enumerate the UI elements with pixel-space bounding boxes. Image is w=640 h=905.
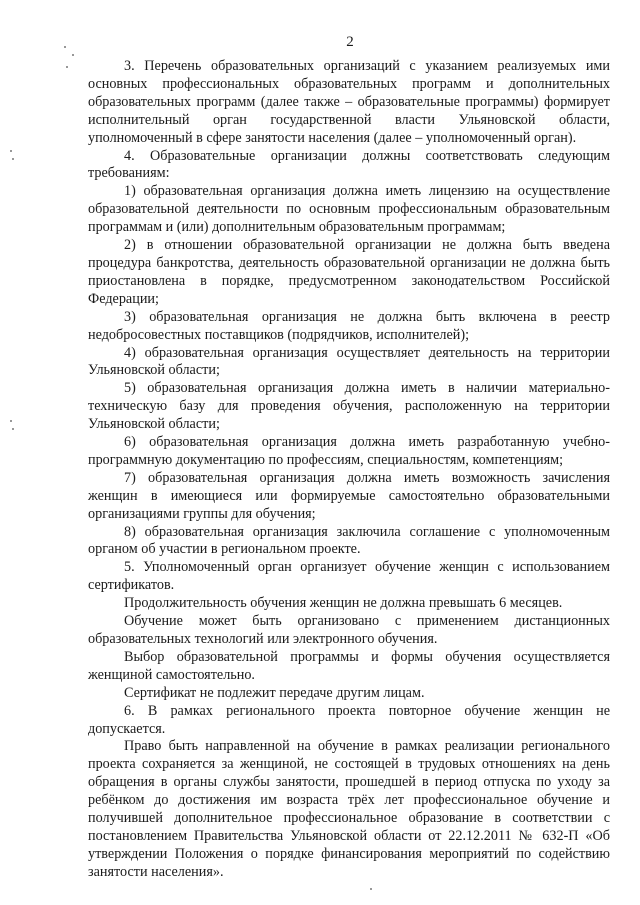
requirement-item-4: 4) образовательная организация осуществляет деятельность на территории Ульяновской области; <box>88 344 610 379</box>
paragraph-certificate-transfer: Сертификат не подлежит передаче другим лицам. <box>124 684 425 701</box>
scan-speck <box>66 66 68 68</box>
scan-speck <box>64 46 66 48</box>
paragraph-3: 3. Перечень образовательных организаций с указанием реализуемых ими основных профессиональных образовательных программ и дополнительных образовательных программ (далее также – образовательные программы) формирует исполнительный орган государственной власти Ульяновской области, уполномоченный в сфере занятости населения (далее – уполномоченный орган). <box>88 58 610 146</box>
paragraph-6: 6. В рамках регионального проекта повторное обучение женщин не допускается. <box>88 702 610 737</box>
paragraph-right-to-training: Право быть направленной на обучение в рамках реализации регионального проекта сохраняется за женщиной, не состоящей в трудовых отношениях на день обращения в органы службы занятости, прошедшей в период отпуска по уходу за ребёнком до достижения им возраста трёх лет профессиональное обучение и получившей дополнительное профессиональное образование в соответствии с постановлением Правительства Ульяновской области от 22.12.2011 № 632-П «Об утверждении Положения о порядке финансирования мероприятий по содействию занятости населения». <box>88 738 610 880</box>
scan-speck <box>12 158 14 160</box>
paragraph-duration: Продолжительность обучения женщин не должна превышать 6 месяцев. <box>124 595 563 612</box>
scan-speck <box>10 420 12 422</box>
scan-speck <box>12 428 14 430</box>
paragraph-4: 4. Образовательные организации должны соответствовать следующим требованиям: <box>88 147 610 182</box>
requirement-item-1: 1) образовательная организация должна иметь лицензию на осуществление образовательной деятельности по основным профессиональным образовательным программам и (или) дополнительным образовательным программам; <box>88 183 610 236</box>
scan-speck <box>72 54 74 56</box>
requirement-item-6: 6) образовательная организация должна иметь разработанную учебно-программную документацию по профессиям, специальностям, компетенциям; <box>88 434 610 468</box>
requirement-item-5: 5) образовательная организация должна иметь в наличии материально-техническую базу для проведения обучения, расположенную на территории Ульяновской области; <box>88 380 610 433</box>
requirement-item-7: 7) образовательная организация должна иметь возможность зачисления женщин в имеющиеся или формируемые самостоятельно образовательными организациями группы для обучения; <box>88 469 610 522</box>
page-number: 2 <box>346 34 354 50</box>
scan-speck <box>370 888 372 890</box>
paragraph-distance-learning: Обучение может быть организовано с применением дистанционных образовательных технологий или электронного обучения. <box>88 613 610 647</box>
requirement-item-3: 3) образовательная организация не должна быть включена в реестр недобросовестных поставщиков (подрядчиков, исполнителей); <box>88 308 610 343</box>
requirement-item-2: 2) в отношении образовательной организации не должна быть введена процедура банкротства, деятельность образовательной организации не должна быть приостановлена в порядке, предусмотренном законодательством Российской Федерации; <box>88 237 610 307</box>
paragraph-program-choice: Выбор образовательной программы и формы обучения осуществляется женщиной самостоятельно. <box>88 648 610 683</box>
requirement-item-8: 8) образовательная организация заключила соглашение с уполномоченным органом об участии в региональном проекте. <box>88 523 610 558</box>
scan-speck <box>10 150 12 152</box>
paragraph-5: 5. Уполномоченный орган организует обучение женщин с использованием сертификатов. <box>88 559 610 594</box>
document-body <box>88 58 610 882</box>
